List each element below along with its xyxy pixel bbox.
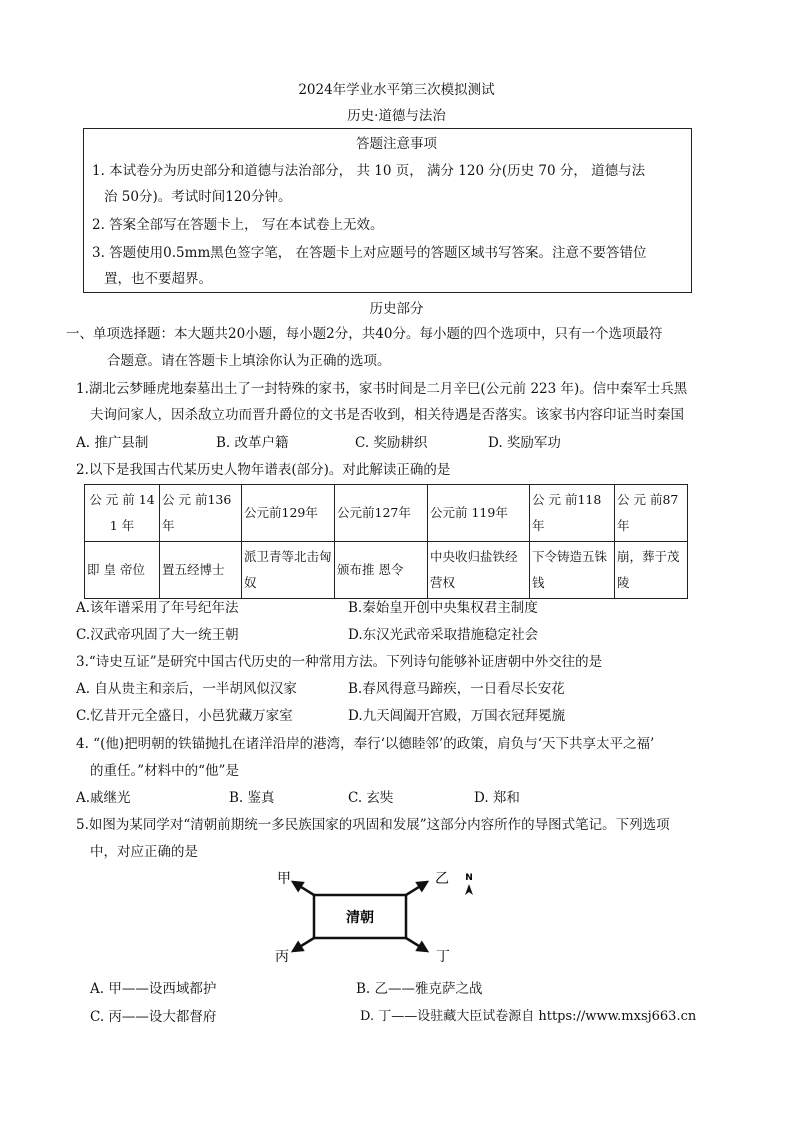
q1-option-b[interactable]: B. 改革户籍 — [216, 435, 289, 451]
q3-option-d[interactable]: D.九天阊阖开宫殿，万国衣冠拜冕旒 — [348, 708, 566, 724]
label-jia: 甲 — [277, 871, 291, 887]
timeline-event-cell: 即 皇 帝位 — [85, 542, 160, 599]
timeline-year-cell: 公元前129年 — [242, 485, 335, 542]
timeline-table — [84, 484, 688, 599]
timeline-year-cell: 公 元 前87 年 — [615, 485, 688, 542]
q4-option-b[interactable]: B. 鉴真 — [229, 790, 275, 806]
label-ding: 丁 — [436, 949, 450, 965]
q4-stem-line-2: 的重任。”材料中的“他”是 — [90, 763, 239, 779]
q4-option-c[interactable]: C. 玄奘 — [348, 790, 394, 806]
q5-option-a[interactable]: A. 甲——设西域都护 — [90, 981, 217, 997]
timeline-year-cell: 公 元 前 141 年 — [85, 485, 160, 542]
notice-item-2: 2. 答案全部写在答题卡上， 写在本试卷上无效。 — [92, 217, 384, 233]
q5-option-b[interactable]: B. 乙——雅克萨之战 — [356, 981, 483, 997]
north-label: N — [465, 873, 473, 883]
timeline-year-cell: 公 元 前118 年 — [530, 485, 615, 542]
q1-option-d[interactable]: D. 奖励军功 — [488, 435, 561, 451]
q3-option-a[interactable]: A. 自从贵主和亲后，一半胡风似汉家 — [76, 681, 297, 697]
notice-title: 答题注意事项 — [356, 136, 437, 152]
arrow-southeast — [406, 938, 427, 951]
q2-option-b[interactable]: B.秦始皇开创中央集权君主制度 — [348, 600, 538, 616]
timeline-year-cell: 公元前 119年 — [428, 485, 530, 542]
q4-option-a[interactable]: A.戚继光 — [76, 790, 131, 806]
notice-item-3-line-2: 置，也不要超界。 — [104, 271, 212, 287]
timeline-event-cell: 下令铸造五铢钱 — [530, 542, 615, 599]
timeline-event-cell: 中央收归盐铁经营权 — [428, 542, 530, 599]
timeline-years-row — [85, 485, 688, 542]
q5-stem-line-1: 5.如图为某同学对“清朝前期统一多民族国家的巩固和发展”这部分内容所作的导图式笔记。下列选项 — [76, 817, 670, 833]
notice-item-1-line-1: 1. 本试卷分为历史部分和道德与法治部分， 共 10 页， 满分 120 分(历史 70 分， 道德与法 — [92, 163, 646, 179]
q2-stem: 2.以下是我国古代某历史人物年谱表(部分)。对此解读正确的是 — [76, 462, 451, 478]
q3-option-c[interactable]: C.忆昔开元全盛日，小邑犹藏万家室 — [76, 708, 293, 724]
label-bing: 丙 — [275, 949, 289, 965]
q5-option-d[interactable]: D. 丁——设驻藏大臣试卷源自 https://www.mxsj663.cn — [360, 1009, 697, 1024]
section-title: 历史部分 — [369, 301, 424, 317]
timeline-events-row — [85, 542, 688, 599]
q1-stem-line-1: 1.湖北云梦睡虎地秦墓出土了一封特殊的家书，家书时间是二月辛巳(公元前 223 年)。信中秦军士兵黑 — [76, 381, 688, 397]
q5-option-c[interactable]: C. 丙——设大都督府 — [90, 1009, 217, 1025]
arrow-northeast — [406, 882, 427, 895]
timeline-event-cell: 颁布推 恩令 — [335, 542, 428, 599]
q1-option-a[interactable]: A. 推广县制 — [76, 435, 149, 451]
timeline-event-cell: 派卫青等北击匈奴 — [242, 542, 335, 599]
timeline-event-cell: 置五经博士 — [160, 542, 242, 599]
arrow-southwest — [293, 938, 314, 951]
timeline-year-cell: 公元前127年 — [335, 485, 428, 542]
timeline-year-cell: 公 元 前136 年 — [160, 485, 242, 542]
timeline-event-cell: 崩，葬于茂陵 — [615, 542, 688, 599]
notice-item-1-line-2: 治 50分)。考试时间120分钟。 — [104, 189, 292, 205]
notice-item-3-line-1: 3. 答题使用0.5mm黑色签字笔， 在答题卡上对应题号的答题区域书写答案。注意不要答错位 — [92, 245, 647, 261]
section-instruction-line-2: 合题意。请在答题卡上填涂你认为正确的选项。 — [107, 353, 391, 369]
q3-option-b[interactable]: B.春风得意马蹄疾，一日看尽长安花 — [348, 681, 565, 697]
q4-stem-line-1: 4. “(他)把明朝的铁锚抛扎在诸洋沿岸的港湾，奉行‘以德睦邻’的政策，肩负与‘天下共享太平之福’ — [76, 736, 655, 752]
section-instruction-line-1: 一、单项选择题：本大题共20小题，每小题2分，共40分。每小题的四个选项中，只有一个选项最符 — [66, 326, 663, 342]
label-yi: 乙 — [435, 871, 449, 887]
qing-mind-map-diagram — [255, 862, 485, 972]
q3-stem: 3.“诗史互证”是研究中国古代历史的一种常用方法。下列诗句能够补证唐朝中外交往的是 — [76, 654, 603, 670]
q1-stem-line-2: 夫询问家人，因杀敌立功而晋升爵位的文书是否收到，相关待遇是否落实。该家书内容印证当时秦国 — [90, 407, 684, 423]
north-arrow-icon — [465, 884, 473, 895]
q4-option-d[interactable]: D. 郑和 — [474, 790, 520, 806]
q5-stem-line-2: 中，对应正确的是 — [90, 844, 198, 860]
arrow-northwest — [293, 882, 314, 895]
q2-option-a[interactable]: A.该年谱采用了年号纪年法 — [76, 600, 239, 616]
q2-option-c[interactable]: C.汉武帝巩固了大一统王朝 — [76, 627, 239, 643]
exam-title: 2024年学业水平第三次模拟测试 — [298, 82, 495, 98]
qing-center-label: 清朝 — [346, 910, 374, 926]
q1-option-c[interactable]: C. 奖励耕织 — [355, 435, 428, 451]
q2-option-d[interactable]: D.东汉光武帝采取措施稳定社会 — [348, 627, 539, 643]
exam-subtitle: 历史·道德与法治 — [347, 108, 446, 124]
